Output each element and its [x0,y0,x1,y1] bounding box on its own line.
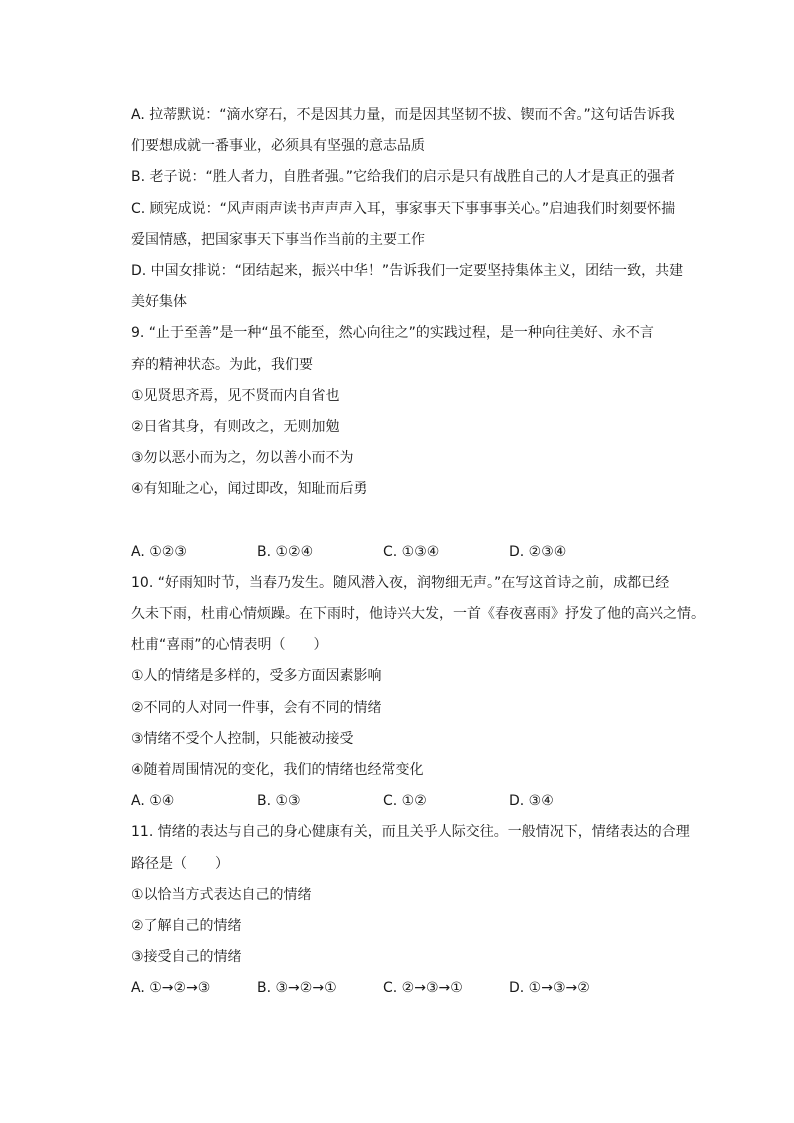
question-9 [131,318,701,568]
text-line: B. 老子说：“胜人者力，自胜者强。”它给我们的启示是只有战胜自己的人才是真正的强者 [131,169,676,186]
statement-item: ②了解自己的情绪 [131,917,242,934]
statement-item: ①以恰当方式表达自己的情绪 [131,886,312,903]
answer-options [131,973,701,1004]
answer-option: B. ①②④ [257,543,314,560]
question-stem-line: 杜甫“喜雨”的心情表明（ ） [131,637,328,654]
statement-item: ①人的情绪是多样的，受多方面因素影响 [131,668,382,685]
statement-item: ③勿以恶小而为之，勿以善小而不为 [131,450,354,467]
blank-gap [131,505,701,536]
text-line: 爱国情感，把国家事天下事当作当前的主要工作 [131,231,425,248]
q8-option-c [131,194,701,256]
answer-option: C. ①③④ [383,543,440,560]
question-stem-line: 10. “好雨知时节，当春乃发生。随风潜入夜，润物细无声。”在写这首诗之前，成都已经 [131,574,670,591]
answer-option: D. ①→③→② [509,980,590,997]
question-stem-line: 11. 情绪的表达与自己的身心健康有关，而且关乎人际交往。一般情况下，情绪表达的合理 [131,824,690,841]
answer-option: C. ②→③→① [383,980,463,997]
question-11 [131,817,701,1004]
statement-item: ②日省其身，有则改之，无则加勉 [131,418,340,435]
question-stem-line: 路径是（ ） [131,855,229,872]
q8-option-a [131,100,701,162]
text-line: A. 拉蒂默说：“滴水穿石，不是因其力量，而是因其坚韧不拔、锲而不舍。”这句话告诉我 [131,107,675,123]
statement-item: ③情绪不受个人控制，只能被动接受 [131,730,354,747]
text-line: D. 中国女排说：“团结起来，振兴中华！”告诉我们一定要坚持集体主义，团结一致，共建 [131,262,684,279]
q8-option-b [131,162,701,193]
answer-option: A. ①②③ [131,543,187,560]
answer-option: A. ①→②→③ [131,980,211,997]
question-stem-line: 弃的精神状态。为此，我们要 [131,356,313,373]
statement-item: ④有知耻之心，闻过即改，知耻而后勇 [131,481,368,498]
text-line: 们要想成就一番事业，必须具有坚强的意志品质 [131,138,425,155]
text-line: C. 顾宪成说：“风声雨声读书声声声入耳，事家事天下事事事关心。”启迪我们时刻要怀揣 [131,200,676,217]
statement-item: ①见贤思齐焉，见不贤而内自省也 [131,387,340,404]
answer-option: D. ③④ [509,793,554,810]
statement-item: ④随着周围情况的变化，我们的情绪也经常变化 [131,761,424,778]
q8-option-d [131,256,701,318]
statement-item: ②不同的人对同一件事，会有不同的情绪 [131,699,382,716]
question-stem-line: 久未下雨，杜甫心情烦躁。在下雨时，他诗兴大发，一首《春夜喜雨》抒发了他的高兴之情。 [131,606,705,622]
question-content [131,100,705,1004]
answer-option: B. ①③ [257,793,301,810]
answer-options [131,786,701,817]
answer-option: B. ③→②→① [257,980,337,997]
answer-option: D. ②③④ [509,543,567,560]
text-line: 美好集体 [131,294,187,311]
answer-options [131,537,701,568]
statement-item: ③接受自己的情绪 [131,949,242,966]
question-10 [131,568,705,818]
answer-option: A. ①④ [131,793,175,810]
question-stem-line: 9. “止于至善”是一种“虽不能至，然心向往之”的实践过程，是一种向往美好、永不言 [131,325,654,342]
answer-option: C. ①② [383,793,427,810]
